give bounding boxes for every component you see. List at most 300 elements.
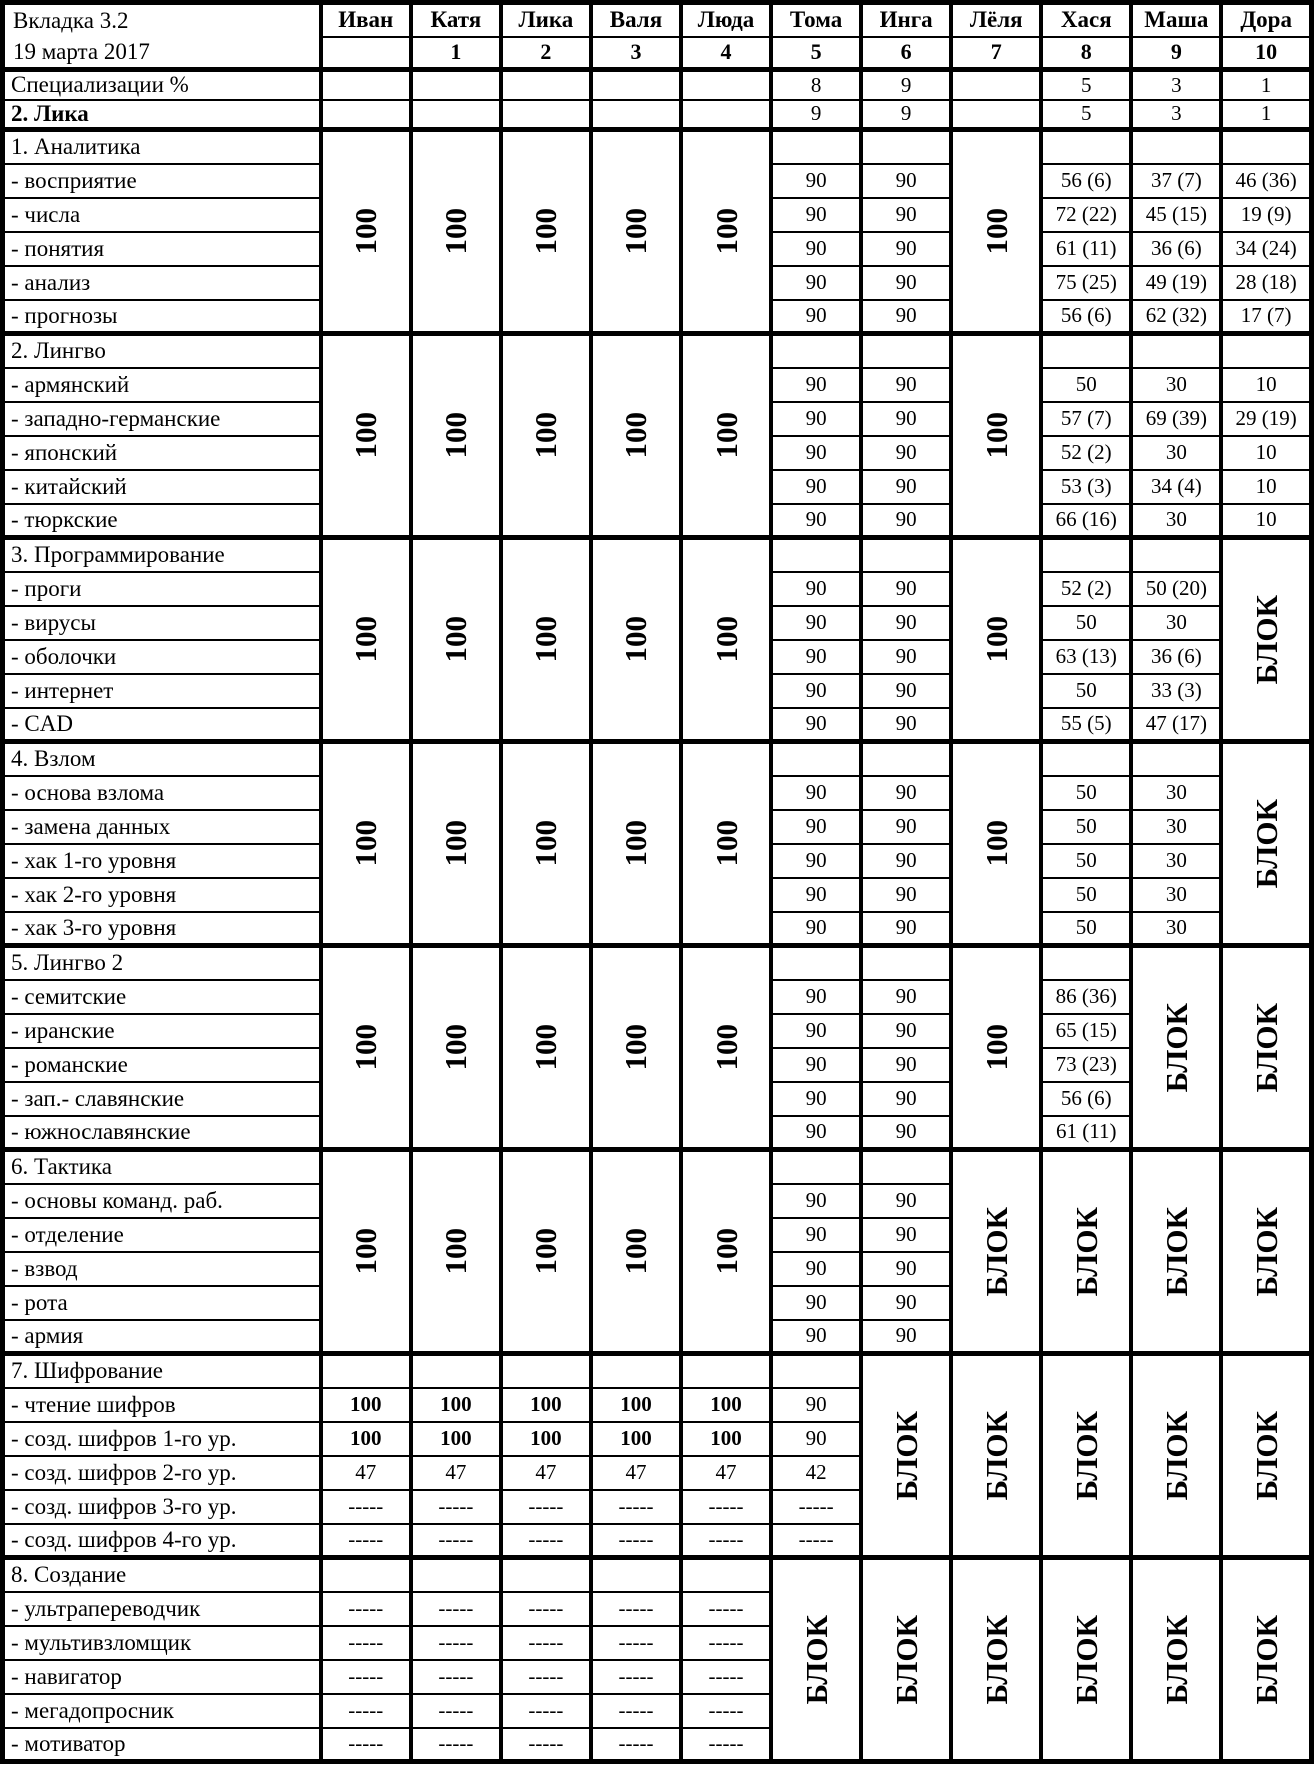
value-cell[interactable]: 90 (861, 1116, 951, 1150)
value-cell[interactable]: 69 (39) (1131, 402, 1221, 436)
value-cell[interactable]: 90 (861, 470, 951, 504)
row-label[interactable]: - проги (3, 572, 321, 606)
value-cell[interactable]: 90 (861, 1286, 951, 1320)
value-cell[interactable]: ----- (321, 1592, 411, 1626)
value-cell[interactable]: ----- (591, 1694, 681, 1728)
value-cell[interactable]: 90 (861, 776, 951, 810)
value-cell[interactable]: 28 (18) (1221, 266, 1311, 300)
column-header[interactable]: Валя (591, 3, 681, 37)
value-cell[interactable]: ----- (321, 1626, 411, 1660)
row-label[interactable]: - мегадопросник (3, 1694, 321, 1728)
value-cell[interactable]: ----- (591, 1490, 681, 1524)
merged-cell[interactable] (681, 946, 771, 1150)
value-cell[interactable] (1041, 538, 1131, 572)
value-cell[interactable]: 90 (861, 572, 951, 606)
value-cell[interactable]: 90 (771, 1048, 861, 1082)
merged-cell[interactable] (501, 130, 591, 334)
row-label[interactable]: - числа (3, 198, 321, 232)
value-cell[interactable]: 100 (411, 1388, 501, 1422)
row-label[interactable]: - армянский (3, 368, 321, 402)
merged-cell[interactable] (771, 1558, 861, 1762)
value-cell[interactable]: ----- (321, 1660, 411, 1694)
row-label[interactable]: - романские (3, 1048, 321, 1082)
section-title[interactable]: 4. Взлом (3, 742, 321, 776)
column-number[interactable]: 10 (1221, 37, 1311, 70)
value-cell[interactable]: 65 (15) (1041, 1014, 1131, 1048)
value-cell[interactable] (1221, 130, 1311, 164)
summary-cell[interactable]: 3 (1131, 70, 1221, 100)
value-cell[interactable]: 50 (1041, 810, 1131, 844)
summary-cell[interactable] (501, 100, 591, 130)
value-cell[interactable]: 90 (771, 572, 861, 606)
value-cell[interactable]: 61 (11) (1041, 1116, 1131, 1150)
value-cell[interactable] (861, 538, 951, 572)
merged-cell[interactable] (681, 130, 771, 334)
column-header[interactable]: Катя (411, 3, 501, 37)
merged-cell[interactable] (591, 130, 681, 334)
value-cell[interactable]: 100 (681, 1422, 771, 1456)
value-cell[interactable]: 10 (1221, 470, 1311, 504)
value-cell[interactable]: 90 (771, 368, 861, 402)
column-header[interactable]: Маша (1131, 3, 1221, 37)
value-cell[interactable]: 52 (2) (1041, 572, 1131, 606)
value-cell[interactable] (501, 1354, 591, 1388)
value-cell[interactable]: 90 (771, 1218, 861, 1252)
value-cell[interactable]: 90 (771, 1252, 861, 1286)
merged-cell[interactable] (591, 538, 681, 742)
value-cell[interactable]: 47 (501, 1456, 591, 1490)
value-cell[interactable]: ----- (411, 1592, 501, 1626)
value-cell[interactable] (861, 1150, 951, 1184)
value-cell[interactable]: 90 (861, 198, 951, 232)
merged-cell[interactable] (861, 1354, 951, 1558)
row-label[interactable]: - отделение (3, 1218, 321, 1252)
value-cell[interactable] (591, 1558, 681, 1592)
row-label[interactable]: - семитские (3, 980, 321, 1014)
summary-cell[interactable]: 1 (1221, 100, 1311, 130)
merged-cell[interactable] (321, 334, 411, 538)
value-cell[interactable]: 90 (771, 980, 861, 1014)
value-cell[interactable]: 30 (1131, 912, 1221, 946)
value-cell[interactable]: 100 (321, 1388, 411, 1422)
row-label[interactable]: - основа взлома (3, 776, 321, 810)
summary-cell[interactable]: 8 (771, 70, 861, 100)
merged-cell[interactable] (1131, 1558, 1221, 1762)
column-header[interactable]: Лёля (951, 3, 1041, 37)
value-cell[interactable]: 90 (771, 232, 861, 266)
merged-cell[interactable] (591, 946, 681, 1150)
merged-cell[interactable] (681, 742, 771, 946)
value-cell[interactable]: 90 (771, 504, 861, 538)
row-label[interactable]: - иранские (3, 1014, 321, 1048)
merged-cell[interactable] (1221, 1150, 1311, 1354)
value-cell[interactable] (771, 742, 861, 776)
merged-cell[interactable] (411, 742, 501, 946)
merged-cell[interactable] (681, 334, 771, 538)
value-cell[interactable]: 49 (19) (1131, 266, 1221, 300)
value-cell[interactable]: 90 (861, 1320, 951, 1354)
row-label[interactable]: - китайский (3, 470, 321, 504)
value-cell[interactable] (1131, 742, 1221, 776)
column-number[interactable]: 3 (591, 37, 681, 70)
value-cell[interactable] (1131, 538, 1221, 572)
section-title[interactable]: 3. Программирование (3, 538, 321, 572)
value-cell[interactable]: 19 (9) (1221, 198, 1311, 232)
merged-cell[interactable] (1221, 1354, 1311, 1558)
merged-cell[interactable] (951, 538, 1041, 742)
section-title[interactable]: 6. Тактика (3, 1150, 321, 1184)
row-label[interactable]: - восприятие (3, 164, 321, 198)
merged-cell[interactable] (1131, 946, 1221, 1150)
value-cell[interactable]: 90 (771, 708, 861, 742)
section-title[interactable]: 8. Создание (3, 1558, 321, 1592)
value-cell[interactable]: ----- (411, 1660, 501, 1694)
value-cell[interactable]: 90 (771, 878, 861, 912)
merged-cell[interactable] (411, 946, 501, 1150)
value-cell[interactable]: 50 (1041, 776, 1131, 810)
value-cell[interactable] (861, 742, 951, 776)
row-label[interactable]: - понятия (3, 232, 321, 266)
value-cell[interactable]: 30 (1131, 606, 1221, 640)
value-cell[interactable]: ----- (681, 1592, 771, 1626)
row-label[interactable]: - мультивзломщик (3, 1626, 321, 1660)
merged-cell[interactable] (861, 1558, 951, 1762)
value-cell[interactable]: 75 (25) (1041, 266, 1131, 300)
value-cell[interactable]: 46 (36) (1221, 164, 1311, 198)
value-cell[interactable]: 100 (501, 1422, 591, 1456)
value-cell[interactable]: 90 (861, 844, 951, 878)
summary-cell[interactable]: 5 (1041, 70, 1131, 100)
row-label[interactable]: - вирусы (3, 606, 321, 640)
value-cell[interactable]: 55 (5) (1041, 708, 1131, 742)
value-cell[interactable]: 90 (771, 266, 861, 300)
merged-cell[interactable] (321, 1150, 411, 1354)
column-number[interactable]: 8 (1041, 37, 1131, 70)
value-cell[interactable]: 90 (861, 708, 951, 742)
column-number[interactable]: 2 (501, 37, 591, 70)
value-cell[interactable] (681, 1354, 771, 1388)
value-cell[interactable]: 90 (861, 878, 951, 912)
column-number[interactable]: 6 (861, 37, 951, 70)
value-cell[interactable]: 33 (3) (1131, 674, 1221, 708)
value-cell[interactable]: 90 (861, 436, 951, 470)
merged-cell[interactable] (951, 946, 1041, 1150)
value-cell[interactable]: ----- (411, 1694, 501, 1728)
value-cell[interactable]: 50 (1041, 674, 1131, 708)
column-number[interactable]: 7 (951, 37, 1041, 70)
value-cell[interactable]: ----- (681, 1728, 771, 1762)
merged-cell[interactable] (681, 1150, 771, 1354)
value-cell[interactable]: 45 (15) (1131, 198, 1221, 232)
value-cell[interactable] (771, 946, 861, 980)
merged-cell[interactable] (1131, 1354, 1221, 1558)
summary-cell[interactable]: 9 (771, 100, 861, 130)
row-label[interactable]: - анализ (3, 266, 321, 300)
value-cell[interactable]: 86 (36) (1041, 980, 1131, 1014)
value-cell[interactable] (321, 1354, 411, 1388)
merged-cell[interactable] (1221, 1558, 1311, 1762)
value-cell[interactable]: 100 (591, 1422, 681, 1456)
merged-cell[interactable] (951, 1558, 1041, 1762)
value-cell[interactable]: ----- (681, 1626, 771, 1660)
row-label[interactable]: - созд. шифров 2-го ур. (3, 1456, 321, 1490)
value-cell[interactable]: ----- (321, 1728, 411, 1762)
value-cell[interactable]: 63 (13) (1041, 640, 1131, 674)
value-cell[interactable]: 34 (24) (1221, 232, 1311, 266)
merged-cell[interactable] (591, 742, 681, 946)
merged-cell[interactable] (591, 334, 681, 538)
value-cell[interactable]: 42 (771, 1456, 861, 1490)
value-cell[interactable]: ----- (771, 1524, 861, 1558)
column-number[interactable]: 5 (771, 37, 861, 70)
value-cell[interactable]: 100 (411, 1422, 501, 1456)
value-cell[interactable]: 90 (771, 198, 861, 232)
row-label[interactable]: - созд. шифров 4-го ур. (3, 1524, 321, 1558)
column-header[interactable]: Иван (321, 3, 411, 37)
summary-cell[interactable]: 3 (1131, 100, 1221, 130)
value-cell[interactable]: 50 (1041, 844, 1131, 878)
value-cell[interactable]: ----- (771, 1490, 861, 1524)
value-cell[interactable] (1041, 742, 1131, 776)
value-cell[interactable]: 90 (861, 1082, 951, 1116)
value-cell[interactable] (861, 130, 951, 164)
value-cell[interactable] (411, 1558, 501, 1592)
value-cell[interactable]: 90 (771, 470, 861, 504)
row-label[interactable]: - ультрапереводчик (3, 1592, 321, 1626)
value-cell[interactable]: 34 (4) (1131, 470, 1221, 504)
value-cell[interactable]: 30 (1131, 368, 1221, 402)
value-cell[interactable]: 72 (22) (1041, 198, 1131, 232)
value-cell[interactable] (1041, 334, 1131, 368)
value-cell[interactable]: 30 (1131, 504, 1221, 538)
value-cell[interactable]: ----- (681, 1660, 771, 1694)
value-cell[interactable]: 10 (1221, 504, 1311, 538)
row-label[interactable]: - японский (3, 436, 321, 470)
value-cell[interactable]: 56 (6) (1041, 1082, 1131, 1116)
value-cell[interactable]: 47 (591, 1456, 681, 1490)
value-cell[interactable]: 90 (861, 640, 951, 674)
section-title[interactable]: 2. Лингво (3, 334, 321, 368)
value-cell[interactable]: 90 (861, 266, 951, 300)
value-cell[interactable]: ----- (321, 1490, 411, 1524)
value-cell[interactable]: ----- (321, 1694, 411, 1728)
merged-cell[interactable] (501, 334, 591, 538)
value-cell[interactable]: ----- (411, 1728, 501, 1762)
summary-cell[interactable] (321, 100, 411, 130)
value-cell[interactable]: 47 (411, 1456, 501, 1490)
value-cell[interactable]: 56 (6) (1041, 164, 1131, 198)
value-cell[interactable] (771, 538, 861, 572)
value-cell[interactable]: ----- (501, 1660, 591, 1694)
value-cell[interactable]: ----- (501, 1694, 591, 1728)
value-cell[interactable]: ----- (501, 1626, 591, 1660)
column-number[interactable]: 4 (681, 37, 771, 70)
row-label[interactable]: - южнославянские (3, 1116, 321, 1150)
column-header[interactable]: Дора (1221, 3, 1311, 37)
column-header[interactable]: Инга (861, 3, 951, 37)
row-label[interactable]: - CAD (3, 708, 321, 742)
row-label[interactable]: - рота (3, 1286, 321, 1320)
summary-cell[interactable] (591, 100, 681, 130)
value-cell[interactable] (501, 1558, 591, 1592)
value-cell[interactable]: 90 (771, 1014, 861, 1048)
row-label[interactable]: Специализации % (3, 70, 321, 100)
value-cell[interactable]: ----- (501, 1524, 591, 1558)
value-cell[interactable]: 90 (771, 1388, 861, 1422)
row-label[interactable]: - хак 1-го уровня (3, 844, 321, 878)
merged-cell[interactable] (1221, 946, 1311, 1150)
value-cell[interactable]: ----- (591, 1660, 681, 1694)
value-cell[interactable] (1041, 946, 1131, 980)
value-cell[interactable]: 30 (1131, 776, 1221, 810)
value-cell[interactable]: 30 (1131, 878, 1221, 912)
value-cell[interactable]: ----- (501, 1592, 591, 1626)
summary-cell[interactable] (501, 70, 591, 100)
column-header[interactable]: Лика (501, 3, 591, 37)
value-cell[interactable]: ----- (591, 1626, 681, 1660)
value-cell[interactable]: 57 (7) (1041, 402, 1131, 436)
value-cell[interactable]: ----- (681, 1694, 771, 1728)
merged-cell[interactable] (411, 334, 501, 538)
value-cell[interactable] (1131, 334, 1221, 368)
merged-cell[interactable] (951, 130, 1041, 334)
value-cell[interactable]: 47 (321, 1456, 411, 1490)
row-label[interactable]: - основы команд. раб. (3, 1184, 321, 1218)
sheet-title-cell[interactable] (3, 3, 321, 70)
summary-cell[interactable] (681, 70, 771, 100)
summary-cell[interactable] (321, 70, 411, 100)
value-cell[interactable] (861, 946, 951, 980)
row-label[interactable]: - зап.- славянские (3, 1082, 321, 1116)
column-number[interactable] (321, 37, 411, 70)
value-cell[interactable] (321, 1558, 411, 1592)
value-cell[interactable]: ----- (411, 1524, 501, 1558)
value-cell[interactable]: 90 (771, 810, 861, 844)
value-cell[interactable]: 90 (861, 1014, 951, 1048)
merged-cell[interactable] (411, 130, 501, 334)
value-cell[interactable]: 90 (861, 1218, 951, 1252)
value-cell[interactable]: 90 (861, 1184, 951, 1218)
value-cell[interactable]: 50 (1041, 606, 1131, 640)
merged-cell[interactable] (501, 538, 591, 742)
value-cell[interactable] (771, 1354, 861, 1388)
row-label[interactable]: - замена данных (3, 810, 321, 844)
value-cell[interactable]: 53 (3) (1041, 470, 1131, 504)
value-cell[interactable]: 90 (861, 402, 951, 436)
value-cell[interactable]: 90 (771, 912, 861, 946)
row-label[interactable]: - чтение шифров (3, 1388, 321, 1422)
merged-cell[interactable] (321, 538, 411, 742)
summary-cell[interactable] (951, 70, 1041, 100)
value-cell[interactable]: 52 (2) (1041, 436, 1131, 470)
summary-cell[interactable]: 9 (861, 70, 951, 100)
merged-cell[interactable] (951, 1354, 1041, 1558)
merged-cell[interactable] (321, 742, 411, 946)
value-cell[interactable]: 90 (861, 1252, 951, 1286)
row-label[interactable]: - хак 3-го уровня (3, 912, 321, 946)
value-cell[interactable]: 90 (771, 1116, 861, 1150)
value-cell[interactable]: 90 (861, 810, 951, 844)
column-number[interactable]: 1 (411, 37, 501, 70)
value-cell[interactable]: 30 (1131, 844, 1221, 878)
row-label[interactable]: - навигатор (3, 1660, 321, 1694)
value-cell[interactable]: ----- (591, 1728, 681, 1762)
summary-cell[interactable] (411, 100, 501, 130)
value-cell[interactable] (771, 1150, 861, 1184)
merged-cell[interactable] (501, 1150, 591, 1354)
summary-cell[interactable] (951, 100, 1041, 130)
value-cell[interactable]: 17 (7) (1221, 300, 1311, 334)
value-cell[interactable] (1131, 130, 1221, 164)
value-cell[interactable] (591, 1354, 681, 1388)
value-cell[interactable]: 50 (1041, 368, 1131, 402)
value-cell[interactable]: 61 (11) (1041, 232, 1131, 266)
value-cell[interactable]: 90 (771, 1184, 861, 1218)
value-cell[interactable] (411, 1354, 501, 1388)
value-cell[interactable]: 36 (6) (1131, 640, 1221, 674)
value-cell[interactable]: 47 (17) (1131, 708, 1221, 742)
merged-cell[interactable] (1041, 1150, 1131, 1354)
row-label[interactable]: - армия (3, 1320, 321, 1354)
merged-cell[interactable] (1221, 538, 1311, 742)
value-cell[interactable]: 56 (6) (1041, 300, 1131, 334)
value-cell[interactable] (1221, 334, 1311, 368)
value-cell[interactable]: ----- (501, 1728, 591, 1762)
summary-cell[interactable] (681, 100, 771, 130)
value-cell[interactable]: ----- (321, 1524, 411, 1558)
row-label[interactable]: - оболочки (3, 640, 321, 674)
row-label[interactable]: - мотиватор (3, 1728, 321, 1762)
value-cell[interactable]: 90 (771, 1422, 861, 1456)
summary-cell[interactable]: 5 (1041, 100, 1131, 130)
value-cell[interactable]: 100 (501, 1388, 591, 1422)
merged-cell[interactable] (501, 946, 591, 1150)
column-header[interactable]: Хася (1041, 3, 1131, 37)
row-label[interactable]: 2. Лика (3, 100, 321, 130)
row-label[interactable]: - взвод (3, 1252, 321, 1286)
value-cell[interactable]: 90 (771, 164, 861, 198)
row-label[interactable]: - тюркские (3, 504, 321, 538)
value-cell[interactable] (771, 130, 861, 164)
value-cell[interactable]: 90 (861, 164, 951, 198)
value-cell[interactable]: 50 (1041, 878, 1131, 912)
value-cell[interactable]: 66 (16) (1041, 504, 1131, 538)
value-cell[interactable]: 90 (861, 912, 951, 946)
value-cell[interactable]: 62 (32) (1131, 300, 1221, 334)
value-cell[interactable]: ----- (501, 1490, 591, 1524)
value-cell[interactable]: 30 (1131, 810, 1221, 844)
summary-cell[interactable]: 1 (1221, 70, 1311, 100)
column-header[interactable]: Тома (771, 3, 861, 37)
value-cell[interactable]: 90 (771, 436, 861, 470)
value-cell[interactable]: 90 (771, 1286, 861, 1320)
value-cell[interactable]: 90 (861, 674, 951, 708)
merged-cell[interactable] (501, 742, 591, 946)
row-label[interactable]: - созд. шифров 1-го ур. (3, 1422, 321, 1456)
value-cell[interactable]: 90 (771, 1320, 861, 1354)
section-title[interactable]: 5. Лингво 2 (3, 946, 321, 980)
value-cell[interactable]: ----- (411, 1626, 501, 1660)
value-cell[interactable]: 100 (681, 1388, 771, 1422)
value-cell[interactable] (1041, 130, 1131, 164)
value-cell[interactable]: ----- (681, 1490, 771, 1524)
value-cell[interactable]: 90 (861, 980, 951, 1014)
value-cell[interactable]: 90 (771, 606, 861, 640)
merged-cell[interactable] (591, 1150, 681, 1354)
value-cell[interactable]: 73 (23) (1041, 1048, 1131, 1082)
value-cell[interactable]: 90 (861, 368, 951, 402)
merged-cell[interactable] (681, 538, 771, 742)
